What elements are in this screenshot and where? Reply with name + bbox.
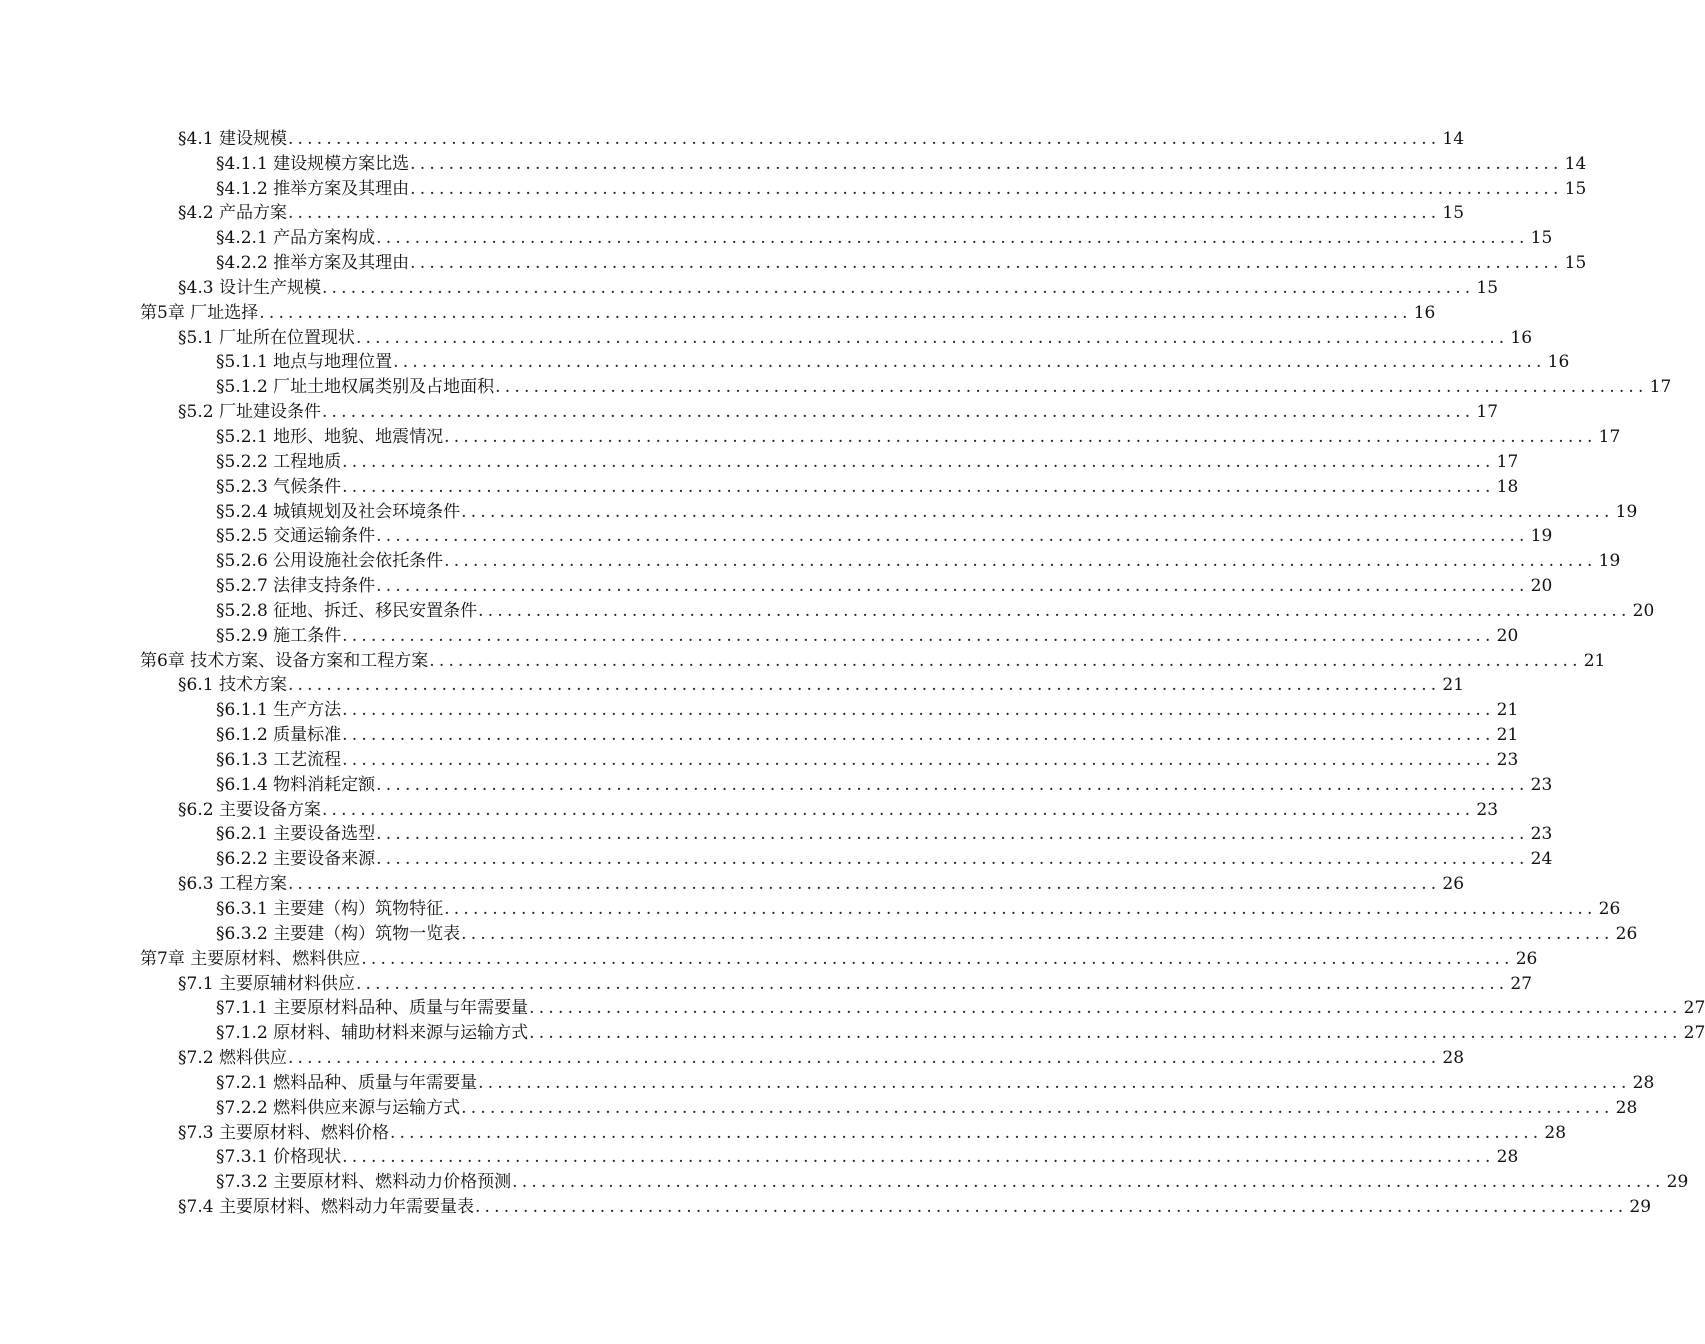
dot-leader: ........................................................................................................................ — [355, 973, 1509, 994]
toc-entry[interactable] — [140, 1118, 1567, 1143]
table-of-contents — [140, 124, 1705, 1218]
toc-entry-page-number: 24 — [1530, 849, 1553, 870]
dot-leader: ........................................................................................................................ — [287, 128, 1441, 149]
toc-entry-page-number: 19 — [1598, 551, 1621, 572]
toc-entry[interactable] — [140, 522, 1553, 547]
toc-entry[interactable] — [140, 621, 1519, 646]
toc-entry-page-number: 21 — [1496, 700, 1519, 721]
toc-entry[interactable] — [140, 671, 1465, 696]
toc-entry-page-number: 16 — [1510, 327, 1533, 348]
toc-entry-title: §5.2 厂址建设条件 — [178, 402, 321, 423]
toc-entry[interactable] — [140, 372, 1672, 398]
toc-entry-page-number: 21 — [1496, 725, 1519, 746]
toc-entry-page-number: 29 — [1666, 1172, 1689, 1193]
toc-entry[interactable] — [140, 695, 1519, 721]
toc-entry-title: §6.2.1 主要设备选型 — [216, 824, 376, 845]
toc-entry-page-number: 28 — [1632, 1072, 1655, 1093]
dot-leader: ........................................................................................................................ — [259, 302, 1412, 323]
toc-entry-page-number: 28 — [1615, 1097, 1638, 1118]
toc-entry-title: §4.2 产品方案 — [178, 203, 287, 224]
toc-entry-title: §7.2.2 燃料供应来源与运输方式 — [216, 1097, 461, 1118]
dot-leader: ........................................................................................................................ — [376, 849, 1529, 870]
dot-leader: ........................................................................................................................ — [389, 1122, 1543, 1143]
toc-entry-page-number: 28 — [1544, 1122, 1567, 1143]
toc-entry[interactable] — [140, 646, 1606, 671]
toc-entry-page-number: 26 — [1442, 874, 1465, 895]
toc-entry-page-number: 28 — [1496, 1147, 1519, 1168]
toc-entry-page-number: 26 — [1598, 899, 1621, 919]
toc-entry-title: §5.2.3 气候条件 — [216, 476, 342, 497]
toc-entry-title: 第5章 厂址选择 — [140, 302, 259, 323]
dot-leader: ........................................................................................................................ — [287, 203, 1441, 224]
toc-entry-page-number: 21 — [1583, 650, 1606, 671]
toc-entry-title: §5.2.6 公用设施社会依托条件 — [216, 551, 444, 572]
toc-entry-title: §7.3 主要原材料、燃料价格 — [178, 1122, 389, 1143]
dot-leader: ........................................................................................................................ — [321, 277, 1475, 298]
toc-entry-title: §5.2.7 法律支持条件 — [216, 576, 376, 597]
toc-entry-title: §6.3 工程方案 — [178, 874, 287, 895]
dot-leader: ........................................................................................................................ — [495, 377, 1648, 398]
dot-leader: ........................................................................................................................ — [287, 675, 1441, 696]
toc-entry-title: §7.1 主要原辅材料供应 — [178, 973, 355, 994]
toc-entry-page-number: 15 — [1564, 253, 1587, 274]
toc-entry[interactable] — [140, 422, 1621, 447]
dot-leader: ........................................................................................................................ — [342, 451, 1495, 472]
toc-entry-title: §4.2.1 产品方案构成 — [216, 228, 376, 249]
dot-leader: ........................................................................................................................ — [342, 476, 1495, 497]
dot-leader: ........................................................................................................................ — [287, 1048, 1441, 1069]
toc-entry[interactable] — [140, 447, 1519, 472]
toc-entry[interactable] — [140, 894, 1621, 919]
toc-entry-title: §4.1.1 建设规模方案比选 — [216, 153, 410, 174]
toc-entry-page-number: 21 — [1442, 675, 1465, 696]
toc-entry-title: §7.1.2 原材料、辅助材料来源与运输方式 — [216, 1023, 529, 1044]
toc-entry-title: §6.1.4 物料消耗定额 — [216, 774, 376, 795]
toc-entry-page-number: 17 — [1476, 402, 1499, 423]
toc-entry-title: §7.1.1 主要原材料品种、质量与年需要量 — [216, 998, 529, 1019]
dot-leader: ........................................................................................................................ — [429, 650, 1582, 671]
toc-entry-page-number: 23 — [1530, 824, 1553, 845]
toc-entry[interactable] — [140, 944, 1538, 969]
toc-entry-page-number: 17 — [1598, 426, 1621, 447]
toc-entry[interactable] — [140, 745, 1519, 770]
toc-entry-page-number: 26 — [1615, 923, 1638, 944]
dot-leader: ........................................................................................................................ — [393, 352, 1546, 373]
dot-leader: ........................................................................................................................ — [444, 426, 1597, 447]
toc-entry[interactable] — [140, 248, 1587, 274]
toc-entry-title: §6.2.2 主要设备来源 — [216, 849, 376, 870]
toc-entry-title: §5.2.2 工程地质 — [216, 451, 342, 472]
toc-entry[interactable] — [140, 869, 1465, 895]
dot-leader: ........................................................................................................................ — [444, 899, 1597, 919]
toc-entry-title: §4.1 建设规模 — [178, 128, 287, 149]
dot-leader: ........................................................................................................................ — [478, 600, 1631, 621]
toc-entry-page-number: 15 — [1476, 277, 1499, 298]
toc-entry-title: §6.1.3 工艺流程 — [216, 749, 342, 770]
toc-entry[interactable] — [140, 1018, 1705, 1044]
toc-entry-title: §6.2 主要设备方案 — [178, 799, 321, 820]
dot-leader: ........................................................................................................................ — [529, 1023, 1682, 1044]
toc-entry-title: 第7章 主要原材料、燃料供应 — [140, 948, 361, 969]
toc-entry[interactable] — [140, 1093, 1638, 1118]
toc-entry-title: §7.2 燃料供应 — [178, 1048, 287, 1069]
dot-leader: ........................................................................................................................ — [410, 178, 1563, 199]
toc-entry[interactable] — [140, 323, 1533, 348]
toc-entry-page-number: 20 — [1530, 576, 1553, 597]
dot-leader: ........................................................................................................................ — [376, 774, 1529, 795]
toc-entry-title: §4.1.2 推举方案及其理由 — [216, 178, 410, 199]
dot-leader: ........................................................................................................................ — [321, 799, 1475, 820]
toc-entry-title: §4.3 设计生产规模 — [178, 277, 321, 298]
toc-entry-title: §7.2.1 燃料品种、质量与年需要量 — [216, 1072, 478, 1093]
toc-entry-page-number: 27 — [1510, 973, 1533, 994]
toc-entry[interactable] — [140, 795, 1499, 820]
dot-leader: ........................................................................................................................ — [342, 725, 1495, 746]
dot-leader: ........................................................................................................................ — [287, 874, 1441, 895]
toc-entry-page-number: 27 — [1683, 998, 1705, 1019]
toc-entry-page-number: 15 — [1530, 228, 1553, 249]
dot-leader: ........................................................................................................................ — [321, 402, 1475, 423]
toc-entry-title: §7.3.1 价格现状 — [216, 1147, 342, 1168]
dot-leader: ........................................................................................................................ — [444, 551, 1597, 572]
toc-entry-page-number: 23 — [1530, 774, 1553, 795]
toc-entry[interactable] — [140, 1167, 1689, 1193]
toc-entry-title: §5.1.2 厂址土地权属类别及占地面积 — [216, 377, 495, 398]
toc-entry[interactable] — [140, 397, 1499, 423]
toc-entry[interactable] — [140, 174, 1587, 199]
toc-entry-page-number: 23 — [1496, 749, 1519, 770]
toc-entry-title: §7.4 主要原材料、燃料动力年需要量表 — [178, 1197, 474, 1218]
toc-entry-page-number: 28 — [1442, 1048, 1465, 1069]
toc-entry-page-number: 29 — [1629, 1197, 1652, 1218]
dot-leader: ........................................................................................................................ — [342, 1147, 1495, 1168]
toc-entry-page-number: 19 — [1530, 526, 1553, 547]
toc-entry-title: §7.3.2 主要原材料、燃料动力价格预测 — [216, 1172, 512, 1193]
toc-entry[interactable] — [140, 472, 1519, 497]
toc-entry[interactable] — [140, 1192, 1652, 1218]
toc-entry-title: §5.2.9 施工条件 — [216, 625, 342, 646]
toc-entry[interactable] — [140, 273, 1499, 298]
toc-entry-title: §6.3.1 主要建（构）筑物特征 — [216, 899, 444, 919]
toc-entry-page-number: 20 — [1632, 600, 1655, 621]
toc-entry-page-number: 18 — [1496, 476, 1519, 497]
toc-entry[interactable] — [140, 497, 1638, 522]
dot-leader: ........................................................................................................................ — [376, 228, 1529, 249]
toc-entry-page-number: 16 — [1413, 302, 1436, 323]
toc-entry-title: §5.2.5 交通运输条件 — [216, 526, 376, 547]
dot-leader: ........................................................................................................................ — [342, 700, 1495, 721]
toc-entry-title: §6.1 技术方案 — [178, 675, 287, 696]
toc-entry-title: §5.2.8 征地、拆迁、移民安置条件 — [216, 600, 478, 621]
toc-entry[interactable] — [140, 994, 1705, 1019]
dot-leader: ........................................................................................................................ — [461, 501, 1614, 522]
dot-leader: ........................................................................................................................ — [410, 253, 1563, 274]
toc-entry[interactable] — [140, 844, 1553, 870]
toc-entry-page-number: 15 — [1442, 203, 1465, 224]
dot-leader: ........................................................................................................................ — [376, 526, 1529, 547]
dot-leader: ........................................................................................................................ — [361, 948, 1514, 969]
toc-entry[interactable] — [140, 199, 1465, 224]
toc-entry-title: §5.1.1 地点与地理位置 — [216, 352, 393, 373]
toc-entry-title: §5.2.4 城镇规划及社会环境条件 — [216, 501, 461, 522]
dot-leader: ........................................................................................................................ — [342, 749, 1495, 770]
toc-entry-title: §5.1 厂址所在位置现状 — [178, 327, 355, 348]
dot-leader: ........................................................................................................................ — [478, 1072, 1631, 1093]
toc-entry-title: 第6章 技术方案、设备方案和工程方案 — [140, 650, 429, 671]
toc-entry[interactable] — [140, 298, 1436, 323]
dot-leader: ........................................................................................................................ — [461, 923, 1614, 944]
toc-entry[interactable] — [140, 820, 1553, 845]
toc-entry[interactable] — [140, 919, 1638, 944]
toc-entry[interactable] — [140, 720, 1519, 746]
toc-entry[interactable] — [140, 571, 1553, 597]
toc-entry[interactable] — [140, 770, 1553, 795]
toc-entry[interactable] — [140, 546, 1621, 572]
dot-leader: ........................................................................................................................ — [461, 1097, 1614, 1118]
toc-entry[interactable] — [140, 348, 1570, 373]
toc-entry-title: §6.1.1 生产方法 — [216, 700, 342, 721]
dot-leader: ........................................................................................................................ — [342, 625, 1495, 646]
dot-leader: ........................................................................................................................ — [529, 998, 1682, 1019]
dot-leader: ........................................................................................................................ — [376, 576, 1529, 597]
toc-entry-page-number: 26 — [1515, 948, 1538, 969]
toc-entry[interactable] — [140, 149, 1587, 174]
toc-entry-page-number: 19 — [1615, 501, 1638, 522]
dot-leader: ........................................................................................................................ — [355, 327, 1509, 348]
dot-leader: ........................................................................................................................ — [376, 824, 1529, 845]
toc-entry-page-number: 20 — [1496, 625, 1519, 646]
toc-entry-title: §4.2.2 推举方案及其理由 — [216, 253, 410, 274]
dot-leader: ........................................................................................................................ — [474, 1197, 1628, 1218]
toc-entry[interactable] — [140, 969, 1533, 994]
toc-entry-page-number: 23 — [1476, 799, 1499, 820]
dot-leader: ........................................................................................................................ — [512, 1172, 1665, 1193]
toc-entry-page-number: 17 — [1649, 377, 1672, 398]
toc-entry-title: §6.1.2 质量标准 — [216, 725, 342, 746]
toc-entry-page-number: 27 — [1683, 1023, 1705, 1044]
toc-entry-title: §6.3.2 主要建（构）筑物一览表 — [216, 923, 461, 944]
toc-entry[interactable] — [140, 124, 1465, 149]
toc-entry-page-number: 16 — [1547, 352, 1570, 373]
toc-entry[interactable] — [140, 1068, 1655, 1093]
dot-leader: ........................................................................................................................ — [410, 153, 1563, 174]
toc-entry[interactable] — [140, 223, 1553, 249]
toc-entry-page-number: 17 — [1496, 451, 1519, 472]
toc-entry-page-number: 15 — [1564, 178, 1587, 199]
toc-entry-title: §5.2.1 地形、地貌、地震情况 — [216, 426, 444, 447]
toc-entry[interactable] — [140, 1143, 1519, 1168]
toc-entry[interactable] — [140, 596, 1655, 621]
toc-entry-page-number: 14 — [1442, 128, 1465, 149]
toc-entry[interactable] — [140, 1043, 1465, 1069]
toc-entry-page-number: 14 — [1564, 153, 1587, 174]
